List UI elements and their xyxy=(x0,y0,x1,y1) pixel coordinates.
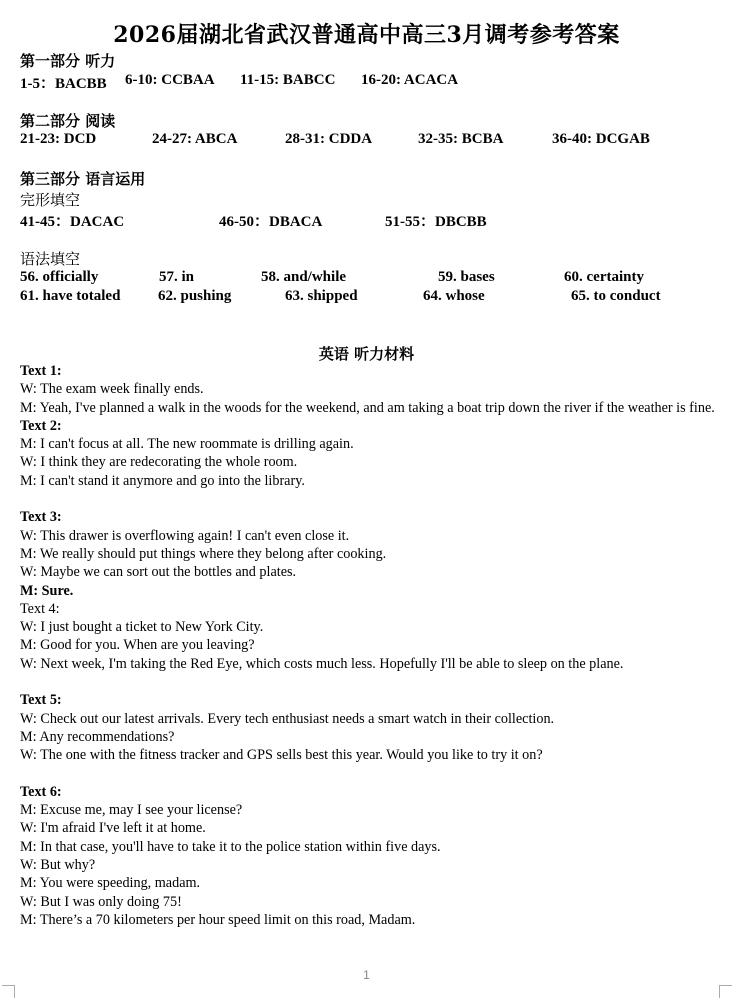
dialogue-line: W: I'm afraid I've left it at home. xyxy=(20,820,206,837)
answer-group: 1-5：BACBB xyxy=(20,76,107,92)
dialogue-line: M: I can't focus at all. The new roommate is drilling again. xyxy=(20,436,354,453)
grammar-answer: 65. to conduct xyxy=(571,288,661,304)
text-header: Text 3: xyxy=(20,509,62,526)
grammar-answer: 62. pushing xyxy=(158,288,232,304)
answer-group: 21-23: DCD xyxy=(20,131,97,147)
page-corner-mark xyxy=(2,985,15,998)
dialogue-line: M: There’s a 70 kilometers per hour speed limit on this road, Madam. xyxy=(20,911,416,928)
dialogue-line: W: I just bought a ticket to New York City. xyxy=(20,619,264,636)
text-header: Text 5: xyxy=(20,692,62,709)
dialogue-line: M: Sure. xyxy=(20,582,74,599)
answer-group: 16-20: ACACA xyxy=(361,72,459,88)
dialogue-line: M: I can't stand it anymore and go into the library. xyxy=(20,472,305,489)
dialogue-line: M: Excuse me, may I see your license? xyxy=(20,802,243,819)
part2-heading: 第二部分 阅读 xyxy=(20,112,116,130)
grammar-answer: 64. whose xyxy=(423,288,485,304)
answer-group: 24-27: ABCA xyxy=(152,131,238,147)
dialogue-line: W: Maybe we can sort out the bottles and plates. xyxy=(20,564,297,581)
grammar-answer: 63. shipped xyxy=(285,288,358,304)
dialogue-line: M: Any recommendations? xyxy=(20,728,175,745)
text-header: Text 4: xyxy=(20,600,60,617)
answer-group: 46-50：DBACA xyxy=(219,214,323,230)
text-header: Text 1: xyxy=(20,363,62,379)
grammar-answer: 61. have totaled xyxy=(20,288,121,304)
dialogue-line: M: In that case, you'll have to take it to the police station within five days. xyxy=(20,838,441,855)
grammar-answer: 59. bases xyxy=(438,269,495,285)
dialogue-line: W: But why? xyxy=(20,857,96,874)
answer-group: 51-55：DBCBB xyxy=(385,214,487,230)
answer-group: 6-10: CCBAA xyxy=(125,72,215,88)
part1-heading: 第一部分 听力 xyxy=(20,52,116,70)
dialogue-line: M: Yeah, I've planned a walk in the woods for the weekend, and am taking a boat trip down the river if the weather is fine. xyxy=(20,399,715,416)
dialogue-line: M: Good for you. When are you leaving? xyxy=(20,637,255,654)
dialogue-line: W: The exam week finally ends. xyxy=(20,381,204,398)
listening-title: 英语 听力材料 xyxy=(318,345,415,363)
dialogue-line: W: This drawer is overflowing again! I can't even close it. xyxy=(20,527,350,544)
grammar-answer: 60. certainty xyxy=(564,269,644,285)
text-header: Text 2: xyxy=(20,417,62,434)
cloze-heading: 完形填空 xyxy=(20,191,81,209)
listening-transcript xyxy=(20,362,722,929)
answer-group: 32-35: BCBA xyxy=(418,131,504,147)
dialogue-line: W: But I was only doing 75! xyxy=(20,893,182,910)
dialogue-line: M: You were speeding, madam. xyxy=(20,875,201,892)
answer-group: 11-15: BABCC xyxy=(240,72,336,88)
dialogue-line: W: Next week, I'm taking the Red Eye, which costs much less. Hopefully I'll be able to sleep on the plane. xyxy=(20,655,624,672)
dialogue-line: M: We really should put things where they belong after cooking. xyxy=(20,545,387,562)
page-number: 1 xyxy=(363,968,370,982)
page-corner-mark xyxy=(719,985,732,998)
answer-group: 41-45：DACAC xyxy=(20,214,125,230)
spacer xyxy=(20,490,722,508)
spacer xyxy=(20,673,722,691)
dialogue-line: W: The one with the fitness tracker and GPS sells best this year. Would you like to try it on? xyxy=(20,747,543,764)
grammar-answer: 57. in xyxy=(159,269,195,285)
answer-group: 36-40: DCGAB xyxy=(552,131,650,147)
part3-heading: 第三部分 语言运用 xyxy=(20,170,146,188)
grammar-answer: 56. officially xyxy=(20,269,99,285)
document-title: 2026届湖北省武汉普通高中高三3月调考参考答案 xyxy=(113,22,620,48)
spacer xyxy=(20,765,722,783)
answer-group: 28-31: CDDA xyxy=(285,131,373,147)
dialogue-line: W: Check out our latest arrivals. Every tech enthusiast needs a smart watch in their collection. xyxy=(20,710,555,727)
text-header: Text 6: xyxy=(20,783,62,800)
dialogue-line: W: I think they are redecorating the whole room. xyxy=(20,454,298,471)
grammar-heading: 语法填空 xyxy=(20,250,81,268)
grammar-answer: 58. and/while xyxy=(261,269,347,285)
